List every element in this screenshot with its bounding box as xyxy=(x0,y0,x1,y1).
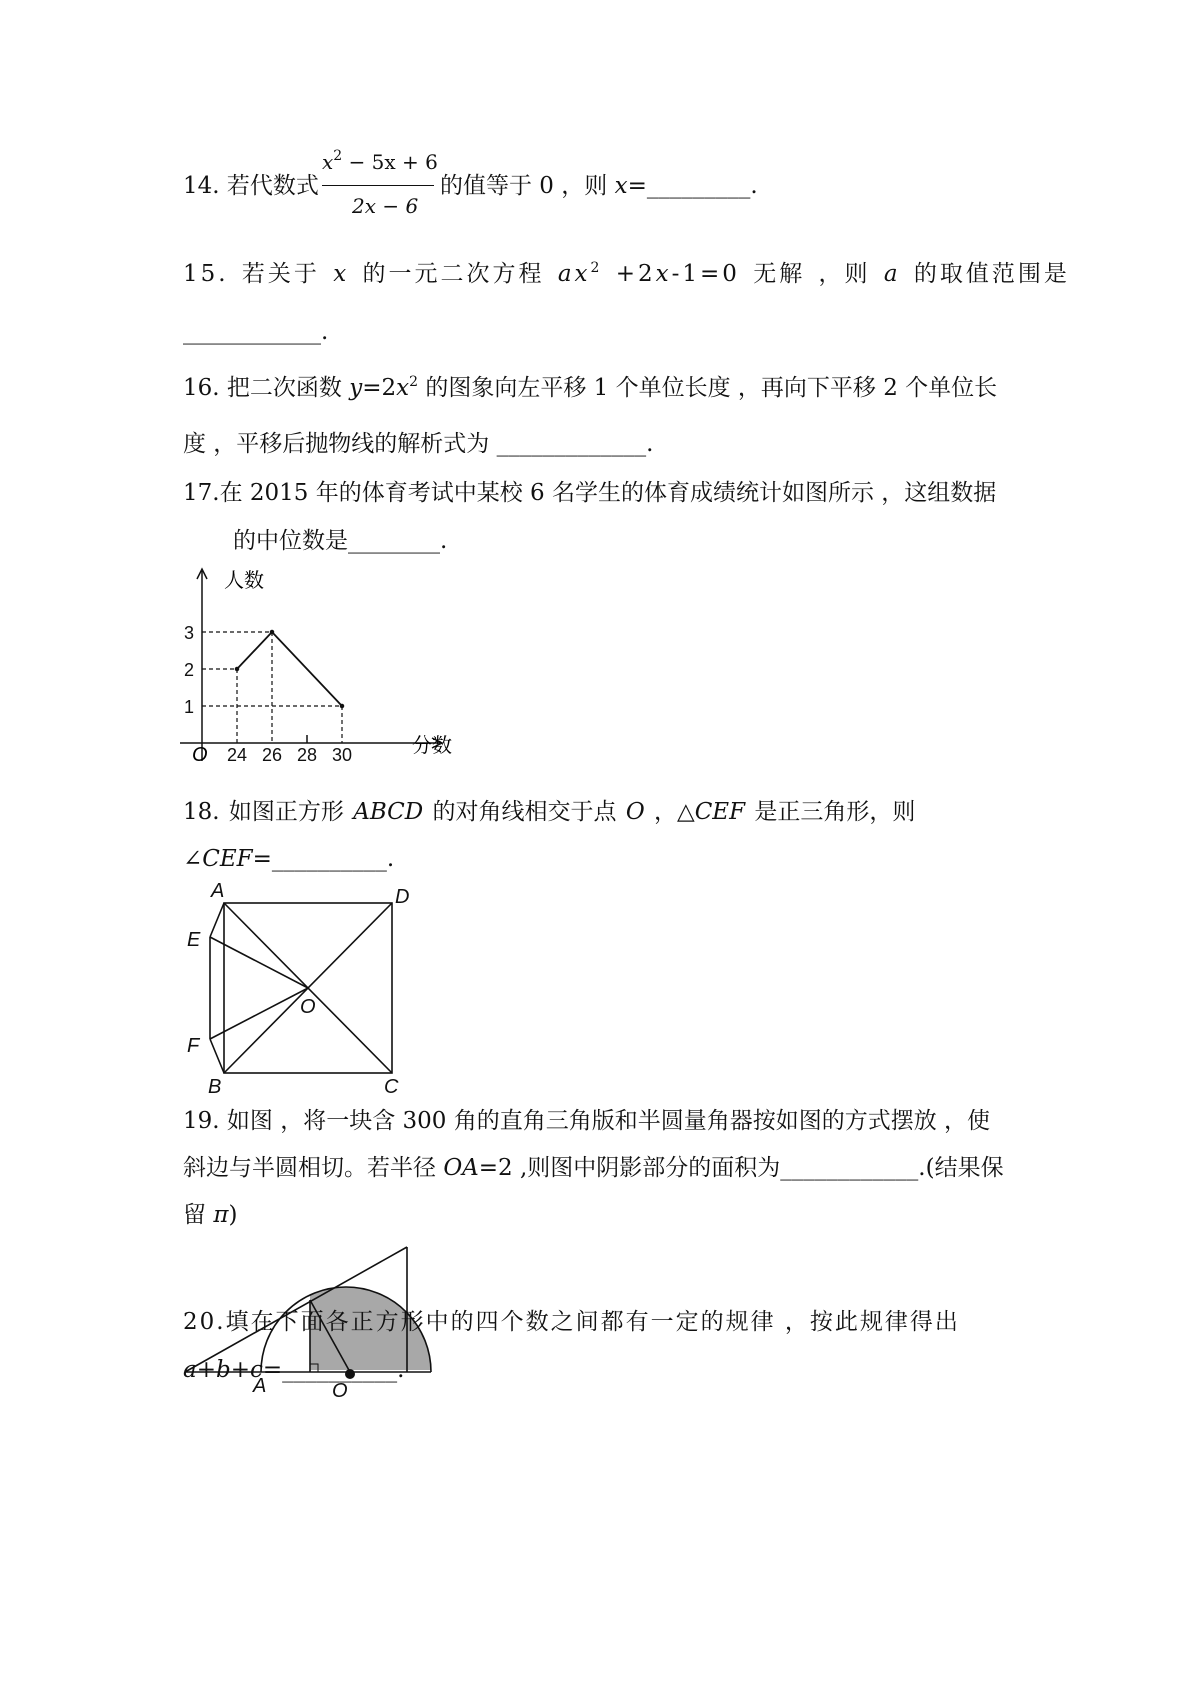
q18-angle-symbol: ∠ xyxy=(183,846,203,872)
q20-answer-blank: =__________. xyxy=(262,1357,405,1383)
x-tick-label-26: 26 xyxy=(262,745,283,765)
q15-text-a: 15. 若关于 xyxy=(183,261,334,287)
label-e: E xyxy=(187,929,201,951)
q14-numerator-exponent: 2 xyxy=(333,148,343,164)
q15-var-x: x xyxy=(333,261,350,287)
question-15-line-1 xyxy=(183,258,1070,293)
origin-label: O xyxy=(192,744,208,766)
label-a: A xyxy=(253,1375,267,1397)
question-19-line-3 xyxy=(183,1199,237,1231)
q14-answer-blank: =_________. xyxy=(627,173,758,199)
x-axis-label: 分数 xyxy=(412,735,452,757)
y-axis-label: 人数 xyxy=(224,570,264,592)
q18-cef: CEF xyxy=(694,799,746,825)
q18-text-c: ， xyxy=(644,799,677,825)
data-point-30 xyxy=(341,705,344,708)
q19-oa: OA xyxy=(443,1155,479,1181)
q18-text-b: 的对角线相交于点 xyxy=(423,799,626,825)
question-20-line-2 xyxy=(183,1354,405,1386)
y-tick-label-3: 3 xyxy=(184,623,195,643)
x-tick-label-28: 28 xyxy=(297,745,318,765)
question-18-line-1 xyxy=(183,796,915,828)
q14-numerator-x: x xyxy=(322,150,334,174)
label-b: B xyxy=(208,1076,222,1098)
question-16-line-2: 度 ，平移后抛物线的解析式为 _____________. xyxy=(183,431,654,457)
q19-text-b: =2 ,则图中阴影部分的面积为____________.(结果保 xyxy=(478,1155,1004,1181)
square-diagonals-figure xyxy=(180,880,440,1098)
q18-angle-cef: CEF xyxy=(202,846,253,872)
q20-var-a: a xyxy=(183,1357,197,1383)
q18-answer-blank: =__________. xyxy=(252,846,395,872)
q20-plus-2: + xyxy=(230,1357,251,1383)
q16-exponent: 2 xyxy=(409,374,419,390)
label-d: D xyxy=(395,886,410,908)
q16-var-y: y xyxy=(349,375,363,401)
q14-fraction-bar xyxy=(322,185,434,186)
y-tick-label-1: 1 xyxy=(184,697,195,717)
q15-text-e: 的取值范围是 xyxy=(900,261,1070,287)
x-tick-label-30: 30 xyxy=(332,745,353,765)
q20-var-c: c xyxy=(250,1357,263,1383)
q14-suffix-text: 的值等于 0 ，则 xyxy=(440,173,615,199)
q19-text-c: 留 xyxy=(183,1202,214,1228)
q15-var-a: a xyxy=(883,261,901,287)
q18-triangle-symbol: △ xyxy=(676,799,695,825)
q20-plus-1: + xyxy=(196,1357,216,1383)
q14-prefix: 14. 若代数式 xyxy=(183,173,319,199)
q15-exponent: 2 xyxy=(590,260,603,276)
x-tick-label-24: 24 xyxy=(227,745,248,765)
question-18-line-2 xyxy=(183,843,394,875)
question-17-line-2: 的中位数是________. xyxy=(233,528,448,554)
q16-var-x: x xyxy=(396,375,410,401)
question-16-line-1 xyxy=(183,372,997,407)
q18-abcd: ABCD xyxy=(353,799,424,825)
q19-text-d: ) xyxy=(228,1202,238,1228)
question-19-line-2 xyxy=(183,1152,1004,1184)
q15-text-b: 的一元二次方程 xyxy=(349,261,558,287)
label-o: O xyxy=(300,996,316,1018)
question-17-line-1: 17.在 2015 年的体育考试中某校 6 名学生的体育成绩统计如图所示 ，这组数据 xyxy=(183,480,997,506)
y-tick-label-2: 2 xyxy=(184,660,195,680)
q20-var-b: b xyxy=(216,1357,231,1383)
segment-fb xyxy=(210,1039,224,1073)
q18-text-d: 是正三角形，则 xyxy=(745,799,916,825)
q14-numerator xyxy=(322,150,438,174)
q15-var-ax: ax xyxy=(557,261,591,287)
q19-text-a: 斜边与半圆相切。若半径 xyxy=(183,1155,444,1181)
q18-text-a: 18. 如图正方形 xyxy=(183,799,354,825)
series-line xyxy=(237,632,342,706)
q16-eq: =2 xyxy=(362,375,397,401)
q18-o: O xyxy=(625,799,645,825)
q15-text-d: -1=0 无解 ，则 xyxy=(671,261,884,287)
data-point-26 xyxy=(271,631,274,634)
question-20-line-1: 20.填在下面各正方形中的四个数之间都有一定的规律 ，按此规律得出 xyxy=(183,1309,960,1335)
q14-suffix xyxy=(440,170,758,202)
q14-denominator: 2x − 6 xyxy=(352,194,419,218)
q14-variable: x xyxy=(614,173,628,199)
q15-text-c: +2 xyxy=(602,261,656,287)
q16-text-a: 16. 把二次函数 xyxy=(183,375,350,401)
segment-ae xyxy=(210,903,224,937)
q15-var-x2: x xyxy=(655,261,672,287)
label-c: C xyxy=(384,1076,399,1098)
question-15-line-2: ____________. xyxy=(183,319,329,345)
question-14-text xyxy=(183,170,319,202)
label-o: O xyxy=(332,1380,348,1402)
q16-text-b: 的图象向左平移 1 个单位长度 ，再向下平移 2 个单位长 xyxy=(418,375,998,401)
label-a: A xyxy=(211,880,225,902)
q19-pi: π xyxy=(213,1202,229,1228)
data-point-24 xyxy=(236,668,239,671)
score-line-chart xyxy=(180,565,480,765)
q14-numerator-rest: − 5x + 6 xyxy=(348,150,438,174)
label-f: F xyxy=(187,1035,200,1057)
question-19-line-1: 19. 如图 ，将一块含 300 角的直角三角版和半圆量角器按如图的方式摆放 ，使 xyxy=(183,1108,991,1134)
